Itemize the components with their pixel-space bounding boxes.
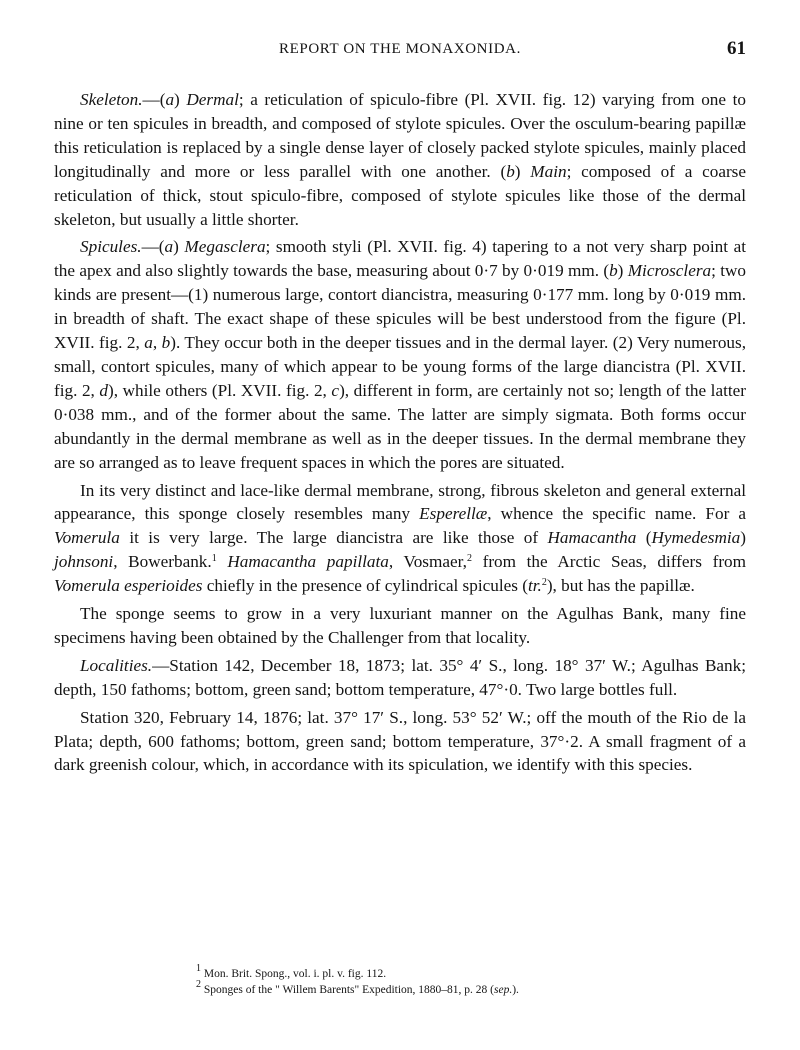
- text-run: ): [174, 90, 187, 109]
- text-run: chiefly in the presence of cylindrical spicules (: [202, 576, 528, 596]
- label-a: a: [164, 237, 174, 257]
- taxon-name: Hymedesmia: [651, 528, 741, 548]
- skeleton-lead: Skeleton.: [80, 90, 143, 109]
- label-a: a: [165, 90, 175, 109]
- text-run: ; smooth styli (Pl. XVII. fig. 4) tapering to a not very sharp point at the apex and also slightly towards the base, measuring about 0·7 by 0·019 mm. (: [54, 237, 747, 281]
- localities-paragraph: [54, 654, 746, 702]
- footnote-marker: 1: [196, 963, 201, 974]
- localities-lead: Localities.: [80, 655, 153, 675]
- label-b: b: [506, 161, 515, 181]
- fig-label-b: b: [161, 333, 171, 353]
- text-run: —Station 142, December 18, 1873; lat. 35° 4′ S., long. 18° 37′ W.; Agulhas Bank; depth, 150 fathoms; bottom, green sand; bottom temperature, 47°·0. Two large bottles full.: [54, 655, 746, 699]
- skeleton-paragraph: [54, 88, 746, 231]
- text-run: ): [514, 161, 531, 181]
- taxon-name: Esperellæ: [419, 504, 488, 524]
- superscript: 2: [541, 577, 547, 589]
- text-run: ,: [152, 333, 162, 353]
- text-run: , Vosmaer,: [388, 552, 467, 572]
- footnote-text: Sponges of the " Willem Barents" Expedition, 1880–81, p. 28 (: [201, 984, 494, 996]
- footnote-ref-1: 1: [211, 553, 217, 565]
- text-run: ), while others (Pl. XVII. fig. 2,: [108, 380, 332, 400]
- text-run: ; composed of a coarse reticulation of thick, stout spiculo-fibre, composed of stylote spicules like those of the dermal skeleton, but usually a little shorter.: [54, 161, 746, 229]
- comparison-paragraph: [54, 479, 746, 599]
- station-320-paragraph: Station 320, February 14, 1876; lat. 37° 17′ S., long. 53° 52′ W.; off the mouth of the Rio de la Plata; depth, 600 fathoms; bottom, green sand; bottom temperature, 37°·2. A small fragment of a dark greenish colour, which, in accordance with its spiculation, we identify with this species.: [54, 707, 746, 775]
- taxon-name: Hamacantha: [547, 528, 637, 548]
- footnotes: [196, 963, 756, 998]
- footnote-text: Mon. Brit. Spong., vol. i. pl. v. fig. 112.: [201, 968, 387, 980]
- footnote-1: [196, 963, 756, 982]
- text-run: ): [617, 261, 628, 281]
- spicules-lead: Spicules.: [80, 237, 142, 257]
- page-number: 61: [727, 38, 746, 59]
- taxon-name: Vomerula: [54, 528, 120, 548]
- fig-label-c: c: [331, 380, 340, 400]
- text-run: ): [173, 237, 185, 257]
- dermal-term: Dermal: [186, 90, 239, 109]
- text-run: ). They occur both in the deeper tissues and in the dermal layer. (2) Very numerous, small, contort spicules, many of which appear to be young forms of the large diancistra (Pl. XVII. fig. 2,: [54, 333, 746, 400]
- text-run: [217, 552, 228, 571]
- fig-label-d: d: [99, 380, 109, 400]
- label-b: b: [609, 261, 618, 281]
- text-run: ), but has the papillæ.: [546, 576, 695, 596]
- megasclera-term: Megasclera: [184, 237, 266, 257]
- running-title: REPORT ON THE MONAXONIDA.: [279, 41, 521, 57]
- text-run: In its very distinct and lace-like dermal membrane, strong, fibrous skeleton and general external appearance, this sponge closely resembles many: [54, 480, 746, 524]
- spicule-abbrev: tr.: [527, 576, 542, 596]
- spicules-paragraph: [54, 235, 746, 474]
- text-run: ; a reticulation of spiculo-fibre (Pl. XVII. fig. 12) varying from one to nine or ten spicules in breadth, and composed of stylote spicules. Over the osculum-bearing papillæ this reticulation is replaced by a single dense layer of closely packed stylote spicules, mainly placed longitudinally and more or less parallel with one another. (: [54, 90, 746, 181]
- fig-label-a: a: [144, 333, 153, 353]
- text-run: ; two kinds are present—(1) numerous large, contort diancistra, measuring 0·177 mm. long by 0·019 mm. in breadth of shaft. The exact shape of these spicules will be best understood from the figure (Pl. XVII. fig. 2,: [54, 261, 746, 353]
- text-run: ): [740, 528, 746, 548]
- footnote-text: sep.: [494, 984, 513, 996]
- growth-paragraph: The sponge seems to grow in a very luxuriant manner on the Agulhas Bank, many fine specimens having been obtained by the Challenger from that locality.: [54, 604, 746, 647]
- text-run: ), different in form, are certainly not so; length of the latter 0·038 mm., and of the former about the same. The latter are simply sigmata. Both forms occur abundantly in the dermal membrane as well as in the deeper tissues. In the dermal membrane they are so arranged as to leave frequent spaces in which the pores are situated.: [54, 380, 746, 472]
- footnote-ref-2: 2: [466, 553, 472, 565]
- text-run: (: [636, 528, 652, 548]
- taxon-name: johnsoni: [54, 552, 114, 572]
- footnote-2: [196, 979, 756, 998]
- footnote-text: ).: [512, 984, 519, 996]
- body-text: [54, 88, 746, 781]
- text-run: , Bowerbank.: [113, 552, 212, 572]
- taxon-name: Vomerula esperioides: [54, 576, 203, 596]
- text-run: it is very large. The large diancistra are like those of: [119, 528, 548, 548]
- microsclera-term: Microsclera: [627, 261, 712, 281]
- running-head: [54, 38, 746, 64]
- text-run: from the Arctic Seas, differs from: [471, 552, 747, 572]
- text-run: —(: [142, 90, 166, 109]
- main-term: Main: [530, 161, 567, 181]
- footnote-marker: 2: [196, 979, 201, 990]
- text-run: , whence the specific name. For a: [487, 504, 746, 524]
- text-run: —(: [141, 237, 165, 257]
- taxon-name: Hamacantha papillata: [227, 552, 389, 572]
